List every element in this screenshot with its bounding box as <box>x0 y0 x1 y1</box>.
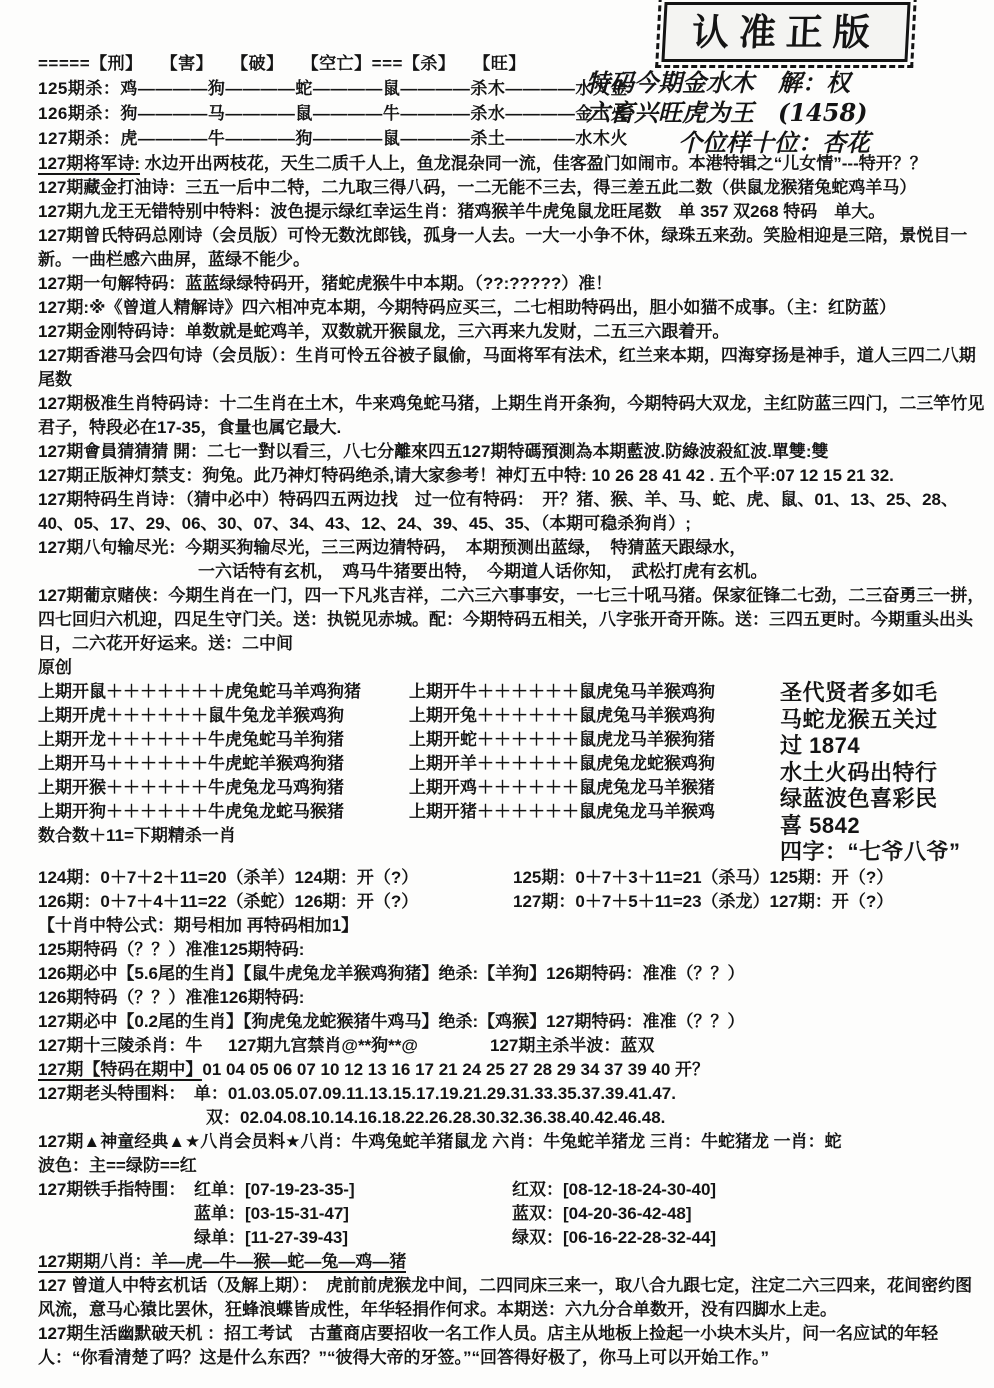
zodiac-right-2: 上期开蛇＋＋＋＋＋＋鼠虎龙马羊猴狗猪 <box>409 730 715 749</box>
zodiac-left-1: 上期开虎＋＋＋＋＋＋鼠牛兔龙羊猴鸡狗 <box>38 706 344 725</box>
kill-table-row-125: 125期杀：鸡————狗————蛇————鼠————杀木————水火金 <box>38 79 628 98</box>
zodiac-right-5: 上期开猪＋＋＋＋＋＋鼠虎兔龙马羊猴鸡 <box>409 802 715 821</box>
zodiac-row <box>38 776 780 800</box>
handwriting-line-1: 特码今期金水木 解：权 <box>586 68 850 97</box>
shentong-line-1: 127期▲神童经典▲★八肖会员料★八肖：牛鸡兔蛇羊猪鼠龙 六肖：牛兔蛇羊猪龙 三肖：牛蛇猪龙 一肖：蛇 <box>38 1131 842 1151</box>
sidebar-line: 喜 5842 <box>780 812 861 838</box>
line-125-tecode: 125期特码（？？）准准125期特码: <box>38 939 305 959</box>
jizhun-zodiac-poem: 127期极准生肖特码诗：十二生肖在土木，牛来鸡兔蛇马猪，上期生肖开条狗，今期特码大双龙，主红防蓝三四门，二三竿竹见君子，特段必在17-35，食量也属它最大. <box>38 394 985 437</box>
iron-finger-row-green <box>38 1226 988 1250</box>
zodiac-zone <box>38 680 988 866</box>
original-label: 原创 <box>38 658 72 677</box>
iron-finger-label <box>38 1202 194 1226</box>
sidebar-line: 圣代贤者多如毛 <box>780 680 938 705</box>
general-poem-text: 水边开出两枝花，天生二质千人上，鱼龙混杂同一流，佳客盈门如闹市。本港特辑之“儿女情”---特开？？ <box>140 154 927 173</box>
zengshi-poem: 127期曾氏特码总刚诗（会员版）可怜无数沈郎钱，孤身一人去。一大一小争不休，绿珠五来劲。笑脸相迎是三陪，景悦目一新。一曲栏感六曲屏，蓝绿不能少。 <box>38 226 968 269</box>
zodiac-row <box>38 704 780 728</box>
zodiac-left-0: 上期开鼠＋＋＋＋＋＋＋虎兔蛇马羊鸡狗猪 <box>38 682 361 701</box>
red-single: 红单：[07-19-23-35-] <box>194 1179 355 1199</box>
iron-finger-label <box>38 1226 194 1250</box>
kill-table-row-127: 127期杀：虎————牛————狗————鼠————杀土————水木火 <box>38 129 628 148</box>
zengdaoren-jingjie-poem: 127期:※《曾道人精解诗》四六相冲克本期，今期特码应买三，二七相助特码出，胆小如猫不成事。（主：红防蓝） <box>38 298 897 317</box>
iron-finger-row-red <box>38 1178 988 1202</box>
stamp-area <box>586 2 986 158</box>
in-period-numbers: 01 04 05 06 07 10 12 13 16 17 21 24 25 27 28 29 34 37 39 40 开？ <box>202 1059 710 1079</box>
big-text-sidebar <box>780 680 988 866</box>
zodiac-left-5: 上期开狗＋＋＋＋＋＋牛虎兔龙蛇马猴猪 <box>38 802 344 821</box>
zodiac-left-4: 上期开猴＋＋＋＋＋＋牛虎兔龙马鸡狗猪 <box>38 778 344 797</box>
zodiac-right-4: 上期开鸡＋＋＋＋＋＋鼠虎兔龙马羊猴猪 <box>409 778 715 797</box>
formula-row-2 <box>38 890 988 914</box>
shendeng-ban: 127期正版神灯禁支：狗兔。此乃神灯特码绝杀,请大家参考！神灯五中特: 10 26 28 41 42 . 五个平:07 12 15 21 32. <box>38 466 894 485</box>
blue-double: 蓝双：[04-20-36-42-48] <box>512 1203 692 1223</box>
zodiac-row <box>38 680 780 704</box>
eight-zodiac-text: 127期期八肖：羊—虎—牛—猴—蛇—兔—鸡—猪 <box>38 1251 407 1271</box>
sidebar-line: 四字：“七爷八爷” <box>780 839 961 864</box>
kill-table-row-126: 126期杀：狗————马————鼠————牛————杀水————金土火 <box>38 104 628 123</box>
member-guess: 127期會員猜猜猜 開：二七一對以看三，八七分離來四五127期特碼預測為本期藍波.防綠波殺紅波.單雙:雙 <box>38 442 829 461</box>
formula-126: 126期：0＋7＋4＋11=22（杀蛇）126期：开（?） <box>38 891 419 911</box>
pujing-gambler-poem: 127期葡京赌侠：今期生肖在一门，四一下凡兆吉祥，二六三六事事安，一七三十吼马猪。保家征锋二七劲，二三奋勇三一拼，四七回归六机迎，四足生守门关。送：执锐见赤城。配：今期特码五相关，八字张开奇开陈。送：三四五更时。今期重头出头日，二六花开好运来。送：二中间 <box>38 586 985 653</box>
eight-line-poem-2: 一六话特有玄机， 鸡马牛猪要出特， 今期道人话你知， 武松打虎有玄机。 <box>198 562 768 581</box>
formula-124: 124期：0＋7＋2＋11=20（杀羊）124期：开（?） <box>38 867 419 887</box>
zengdaoren-mystery: 127 曾道人中特玄机话（及解上期）： 虎前前虎猴龙中间，二四同床三来一，取八合九跟七定，注定二六三四来，花间密约图风流，意马心猿比罢休，狂蜂浪蝶皆成性，年华轻捐作何求。本期送：六九分合单数开，没有四脚水上走。 <box>38 1275 973 1319</box>
zodiac-left-2: 上期开龙＋＋＋＋＋＋牛虎兔蛇马羊狗猪 <box>38 730 344 749</box>
header-zone <box>38 0 988 157</box>
green-double: 绿双：[06-16-22-28-32-44] <box>512 1227 717 1247</box>
kill-table-header: =====【刑】 【害】 【破】 【空亡】===【杀】 【旺】 <box>38 54 526 73</box>
blue-single: 蓝单：[03-15-31-47] <box>194 1203 349 1223</box>
kill-zodiac-line <box>38 1034 988 1058</box>
sidebar-line: 过 1874 <box>780 733 861 758</box>
cangjin-poem: 127期藏金打油诗：三五一后中二特，二九取三得八码，一二无能不三去，得三差五此二数（供鼠龙猴猪兔蛇鸡羊马） <box>38 178 917 197</box>
sidebar-line: 水土火码出特行 <box>780 759 938 785</box>
zodiac-row <box>38 728 780 752</box>
zodiac-right-1: 上期开兔＋＋＋＋＋＋鼠虎兔马羊猴鸡狗 <box>409 706 715 725</box>
general-poem-title: 127期将军诗: <box>38 154 141 173</box>
zodiac-left-3: 上期开马＋＋＋＋＋＋牛虎蛇羊猴鸡狗猪 <box>38 754 344 773</box>
sidebar-line: 绿蓝波色喜彩民 <box>780 786 938 811</box>
iron-finger-label: 127期铁手指特围： <box>38 1179 186 1199</box>
handwriting-line-2: 六畜兴旺虎为王 (1458) <box>586 98 868 127</box>
zodiac-right-0: 上期开牛＋＋＋＋＋＋鼠虎兔马羊猴鸡狗 <box>409 682 715 701</box>
in-period-title: 127期【特码在期中】 <box>38 1059 203 1079</box>
life-humor: 127期生活幽默破天机 ：招工考试 古董商店要招收一名工作人员。店主从地板上捡起一小块木头片，问一名应试的年轻人：“你看清楚了吗？这是什么东西？”“彼得大帝的牙签。”“回答得好极了，你马上可以开始工作。” <box>38 1323 939 1367</box>
zodiac-row <box>38 752 780 776</box>
eight-zodiac-line <box>38 1250 988 1274</box>
formula-row-1 <box>38 866 988 890</box>
line-127-bizhong: 127期必中【0.2尾的生肖】【狗虎兔龙蛇猴猪牛鸡马】绝杀:【鸡猴】127期特码：准准（？？） <box>38 1011 745 1031</box>
red-double: 红双：[08-12-18-24-30-40] <box>512 1179 717 1199</box>
zodiac-right-3: 上期开羊＋＋＋＋＋＋鼠虎兔龙蛇猴鸡狗 <box>409 754 715 773</box>
handwriting-line-3: 个位样十位：杏花 <box>678 128 870 157</box>
zodiac-table <box>38 680 780 866</box>
formula-127: 127期：0＋7＋5＋11=23（杀龙）127期：开（?） <box>513 891 894 911</box>
green-single: 绿单：[11-27-39-43] <box>194 1227 349 1247</box>
zodiac-row <box>38 800 780 824</box>
jiugong-ban: 127期九宫禁肖@**狗**@ <box>228 1035 418 1055</box>
jingang-poem: 127期金刚特码诗：单数就是蛇鸡羊，双数就开猴鼠龙，三六再来九发财，二五三六跟着开。 <box>38 322 730 341</box>
halfwave-kill: 127期主杀半波：蓝双 <box>490 1035 655 1055</box>
line-126-tecode: 126期特码（？？）准准126期特码: <box>38 987 305 1007</box>
handwritten-notes <box>586 68 986 158</box>
eight-line-poem-1: 127期八句输尽光：今期买狗输尽光，三三两边猜特码， 本期预测出蓝绿， 特猜蓝天跟绿水， <box>38 538 747 557</box>
kill-table <box>38 52 628 152</box>
shisanling-kill: 127期十三陵杀肖：牛 <box>38 1035 203 1055</box>
line-126-bizhong: 126期必中【5.6尾的生肖】【鼠牛虎兔龙羊猴鸡狗猪】绝杀:【羊狗】126期特码：准准（？？） <box>38 963 745 983</box>
in-period-line <box>38 1058 988 1082</box>
one-sentence-tip: 127期一句解特码：蓝蓝绿绿特码开，猪蛇虎猴牛中本期。（??:?????）准！ <box>38 274 613 293</box>
old-head-odd-line: 127期老头特围料： 单：01.03.05.07.09.11.13.15.17.19.21.29.31.33.35.37.39.41.47. <box>38 1083 676 1103</box>
hk-jockey-poem: 127期香港马会四句诗（会员版）：生肖可怜五谷被子鼠偷，马面将军有法术，红兰来本期，四海穿扬是神手，道人三四二八期尾数 <box>38 346 976 389</box>
formula-note: 【十肖中特公式：期号相加 再特码相加1】 <box>38 915 359 935</box>
old-head-even-line: 双：02.04.08.10.14.16.18.22.26.28.30.32.36.38.40.42.46.48. <box>206 1107 666 1127</box>
zodiac-footer: 数合数＋11=下期精杀一肖 <box>38 826 236 845</box>
formula-125: 125期：0＋7＋3＋11=21（杀马）125期：开（?） <box>513 867 894 887</box>
tecode-zodiac-poem: 127期特码生肖诗：（猜中必中）特码四五两边找 过一位有特码： 开？猪、猴、羊、马、蛇、虎、鼠、01、13、25、28、40、05、17、29、06、30、07、34、43、12、24、39、45、35、（本期可稳杀狗肖）; <box>38 490 958 533</box>
shentong-line-2: 波色：主==绿防==红 <box>38 1155 197 1175</box>
jiulongwang-tip: 127期九龙王无错特别中特料：波色提示绿红幸运生肖：猪鸡猴羊牛虎兔鼠龙旺尾数 单 357 双268 特码 单大。 <box>38 202 886 221</box>
iron-finger-row-blue <box>38 1202 988 1226</box>
authenticity-stamp: 认准正版 <box>661 2 910 62</box>
sidebar-line: 马蛇龙猴五关过 <box>780 706 938 732</box>
